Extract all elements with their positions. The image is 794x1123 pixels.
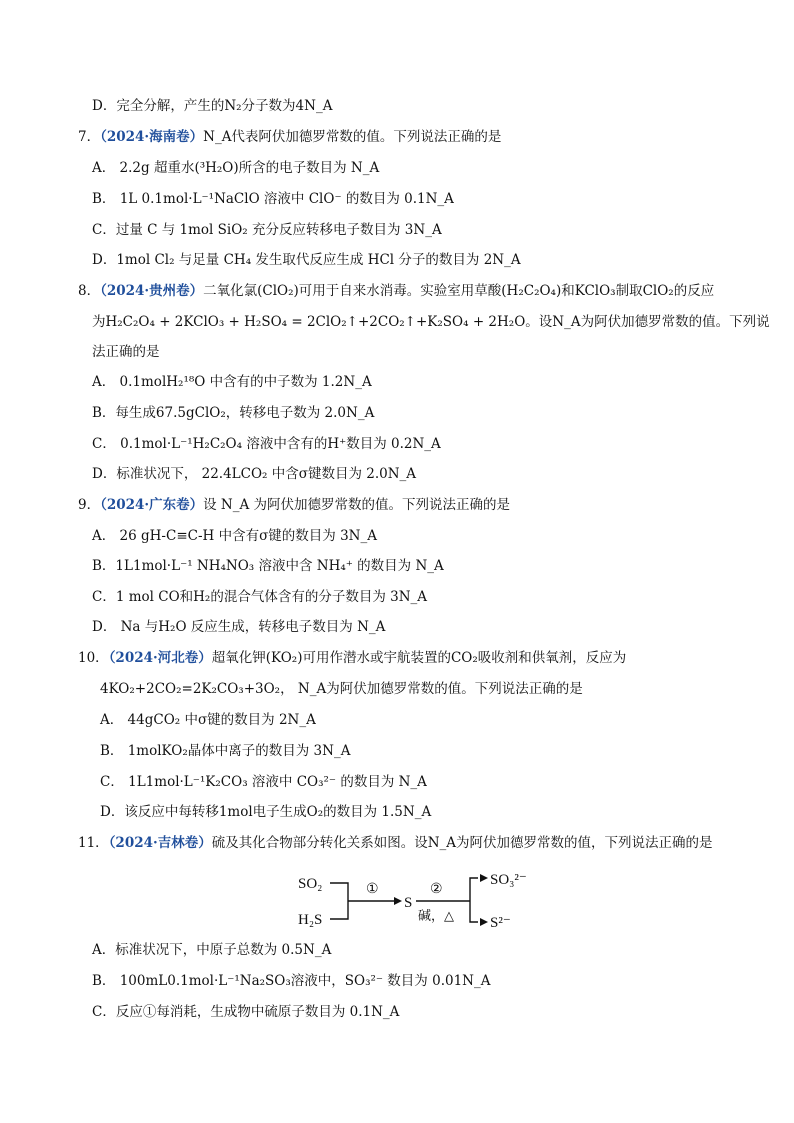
q8-option-d: D．标准状况下， 22.4LCO₂ 中含σ键数目为 2.0N_A xyxy=(92,466,417,482)
question-stem: 硫及其化合物部分转化关系如图。设N_A为阿伏加德罗常数的值，下列说法正确的是 xyxy=(211,835,713,851)
question-source: （2024·海南卷） xyxy=(100,129,204,145)
question-9 xyxy=(78,495,510,515)
question-11 xyxy=(78,833,713,853)
diagram-reactant-so2: SO₂ xyxy=(298,876,323,892)
q10-option-d: D．该反应中每转移1mol电子生成O₂的数目为 1.5N_A xyxy=(100,804,432,820)
diagram-condition: 碱，△ xyxy=(418,908,454,923)
question-source: （2024·广东卷） xyxy=(100,497,204,513)
question-stem: 超氧化钾(KO₂)可用作潜水或宇航装置的CO₂吸收剂和供氧剂，反应为 xyxy=(211,650,627,666)
question-10 xyxy=(78,648,626,668)
question-number: 9． xyxy=(78,497,101,513)
question-7 xyxy=(78,127,501,147)
q9-option-a: A． 26 gH-C≡C-H 中含有σ键的数目为 3N_A xyxy=(92,528,377,544)
question-number: 7． xyxy=(78,129,101,145)
diagram-step-1: ① xyxy=(366,882,379,897)
q7-option-c: C．过量 C 与 1mol SiO₂ 充分反应转移电子数目为 3N_A xyxy=(92,222,442,238)
q10-option-b: B． 1molKO₂晶体中离子的数目为 3N_A xyxy=(100,743,351,759)
q8-option-a: A． 0.1molH₂¹⁸O 中含有的中子数为 1.2N_A xyxy=(92,374,372,390)
diagram-step-2: ② xyxy=(430,882,443,897)
diagram-product-so3: SO₃²⁻ xyxy=(490,872,527,888)
question-number: 8． xyxy=(78,283,101,299)
q10-stem-line-2: 4KO₂+2CO₂=2K₂CO₃+3O₂， N_A为阿伏加德罗常数的值。下列说法正确的是 xyxy=(100,681,583,697)
diagram-product-s2: S²⁻ xyxy=(490,915,511,930)
diagram-arrowhead-1 xyxy=(394,897,402,905)
question-source: （2024·河北卷） xyxy=(108,650,212,666)
question-stem: N_A代表阿伏加德罗常数的值。下列说法正确的是 xyxy=(203,129,502,145)
q8-stem-line-2: 为H₂C₂O₄ + 2KClO₃ + H₂SO₄ = 2ClO₂↑+2CO₂↑+K₂SO₄ + 2H₂O。设N_A为阿伏加德罗常数的值。下列说 xyxy=(92,314,770,330)
diagram-arrowhead-2b xyxy=(480,918,488,926)
question-stem: 设 N_A 为阿伏加德罗常数的值。下列说法正确的是 xyxy=(203,497,511,513)
sulfur-conversion-diagram xyxy=(290,866,530,930)
q8-stem-line-3: 法正确的是 xyxy=(92,344,160,360)
question-8 xyxy=(78,281,714,301)
q7-option-b: B． 1L 0.1mol·L⁻¹NaClO 溶液中 ClO⁻ 的数目为 0.1N_A xyxy=(92,191,454,207)
q10-option-a: A． 44gCO₂ 中σ键的数目为 2N_A xyxy=(100,712,316,728)
diagram-middle-s: S xyxy=(404,895,413,911)
q7-option-a: A． 2.2g 超重水(³H₂O)所含的电子数目为 N_A xyxy=(92,160,380,176)
question-source: （2024·吉林卷） xyxy=(108,835,212,851)
question-number: 10． xyxy=(78,650,109,666)
diagram-merge-bracket xyxy=(330,883,348,919)
diagram-reactant-h2s: H₂S xyxy=(298,912,323,928)
question-number: 11． xyxy=(78,835,109,851)
question-source: （2024·贵州卷） xyxy=(100,283,204,299)
q7-option-d: D．1mol Cl₂ 与足量 CH₄ 发生取代反应生成 HCl 分子的数目为 2N_A xyxy=(92,252,521,268)
q9-option-c: C．1 mol CO和H₂的混合气体含有的分子数目为 3N_A xyxy=(92,589,428,605)
q11-option-a: A．标准状况下，中原子总数为 0.5N_A xyxy=(92,942,332,958)
diagram-split-bracket xyxy=(470,878,478,922)
q11-option-c: C．反应①每消耗，生成物中硫原子数目为 0.1N_A xyxy=(92,1004,400,1020)
q8-option-b: B．每生成67.5gClO₂，转移电子数为 2.0N_A xyxy=(92,405,375,421)
diagram-arrowhead-2a xyxy=(480,874,488,882)
q9-option-b: B．1L1mol·L⁻¹ NH₄NO₃ 溶液中含 NH₄⁺ 的数目为 N_A xyxy=(92,558,444,574)
q9-option-d: D． Na 与H₂O 反应生成，转移电子数目为 N_A xyxy=(92,619,386,635)
question-stem: 二氧化氯(ClO₂)可用于自来水消毒。实验室用草酸(H₂C₂O₄)和KClO₃制取ClO₂的反应 xyxy=(203,283,715,299)
q6-option-d: D．完全分解，产生的N₂分子数为4N_A xyxy=(92,98,333,114)
q10-option-c: C． 1L1mol·L⁻¹K₂CO₃ 溶液中 CO₃²⁻ 的数目为 N_A xyxy=(100,774,427,790)
q8-option-c: C． 0.1mol·L⁻¹H₂C₂O₄ 溶液中含有的H⁺数目为 0.2N_A xyxy=(92,436,441,452)
q11-option-b: B． 100mL0.1mol·L⁻¹Na₂SO₃溶液中，SO₃²⁻ 数目为 0.01N_A xyxy=(92,973,491,989)
